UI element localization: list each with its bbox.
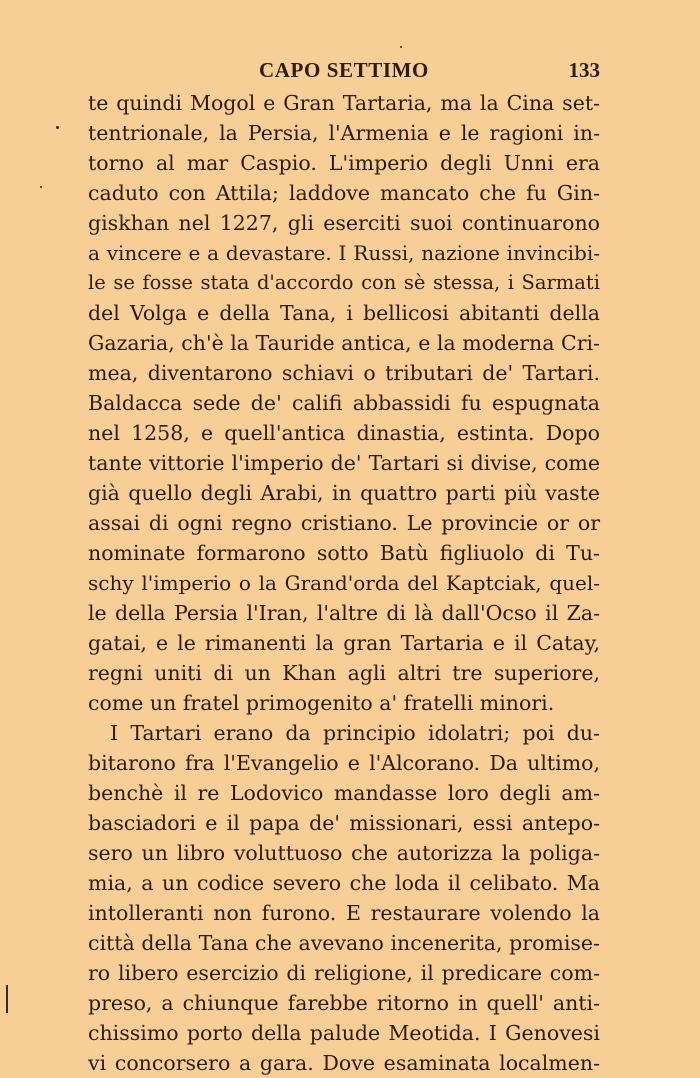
text-line: mea, diventarono schiavi o tributari de' Tartari. — [88, 361, 600, 385]
paper-speck — [400, 46, 402, 48]
text-line: a vincere e a devastare. I Russi, nazione invincibi- — [88, 241, 600, 265]
page-edge-mark — [6, 985, 8, 1013]
text-line: giskhan nel 1227, gli eserciti suoi continuarono — [88, 211, 600, 235]
text-line: preso, a chiunque farebbe ritorno in quell' anti- — [88, 991, 600, 1015]
text-line: schy l'imperio o la Grand'orda del Kaptciak, quel- — [88, 571, 600, 595]
text-line: città della Tana che avevano incenerita, promise- — [88, 931, 600, 955]
text-line: le se fosse stata d'accordo con sè stessa, i Sarmati — [88, 271, 600, 294]
text-line: te quindi Mogol e Gran Tartaria, ma la Cina set- — [88, 91, 600, 115]
text-line: mia, a un codice severo che loda il celibato. Ma — [88, 871, 600, 895]
text-line: come un fratel primogenito a' fratelli minori. — [88, 691, 555, 715]
text-line: chissimo porto della palude Meotida. I Genovesi — [88, 1021, 600, 1045]
paper-speck — [56, 126, 59, 129]
paragraph-first-line: I Tartari erano da principio idolatri; poi du- — [110, 721, 600, 745]
text-line: le della Persia l'Iran, l'altre di là dall'Ocso il Za- — [88, 601, 600, 625]
text-line: caduto con Attila; laddove mancato che fu Gin- — [88, 181, 600, 205]
running-head — [88, 56, 600, 86]
text-line: assai di ogni regno cristiano. Le provincie or or — [88, 511, 600, 535]
text-line: regni uniti di un Khan agli altri tre superiore, — [88, 661, 600, 685]
text-line: torno al mar Caspio. L'imperio degli Unni era — [88, 151, 600, 175]
body-text — [88, 88, 600, 1078]
text-line: tante vittorie l'imperio de' Tartari si divise, come — [88, 451, 600, 475]
text-line: bitarono fra l'Evangelio e l'Alcorano. Da ultimo, — [88, 751, 600, 775]
chapter-title: CAPO SETTIMO — [259, 58, 429, 82]
paper-speck — [40, 186, 42, 188]
text-line: intolleranti non furono. E restaurare volendo la — [88, 901, 600, 925]
text-line: sero un libro voluttuoso che autorizza la poliga- — [88, 841, 600, 865]
text-line: benchè il re Lodovico mandasse loro degli am- — [88, 781, 600, 805]
text-line: vi concorsero a gara. Dove esaminata localmen- — [88, 1051, 600, 1075]
page-number: 133 — [568, 58, 600, 82]
text-line: Baldacca sede de' califi abbassidi fu espugnata — [88, 391, 600, 415]
text-line: basciadori e il papa de' missionari, essi antepo- — [88, 811, 600, 835]
text-line: del Volga e della Tana, i bellicosi abitanti della — [88, 301, 600, 325]
text-line: nominate formarono sotto Batù figliuolo di Tu- — [88, 541, 600, 565]
text-line: ro libero esercizio di religione, il predicare com- — [88, 961, 600, 985]
text-line: già quello degli Arabi, in quattro parti più vaste — [88, 481, 600, 505]
text-line: nel 1258, e quell'antica dinastia, estinta. Dopo — [88, 421, 600, 445]
text-line: Gazaria, ch'è la Tauride antica, e la moderna Cri- — [88, 331, 600, 355]
text-line: gatai, e le rimanenti la gran Tartaria e il Catay, — [88, 631, 600, 655]
text-line: tentrionale, la Persia, l'Armenia e le ragioni in- — [88, 121, 600, 145]
